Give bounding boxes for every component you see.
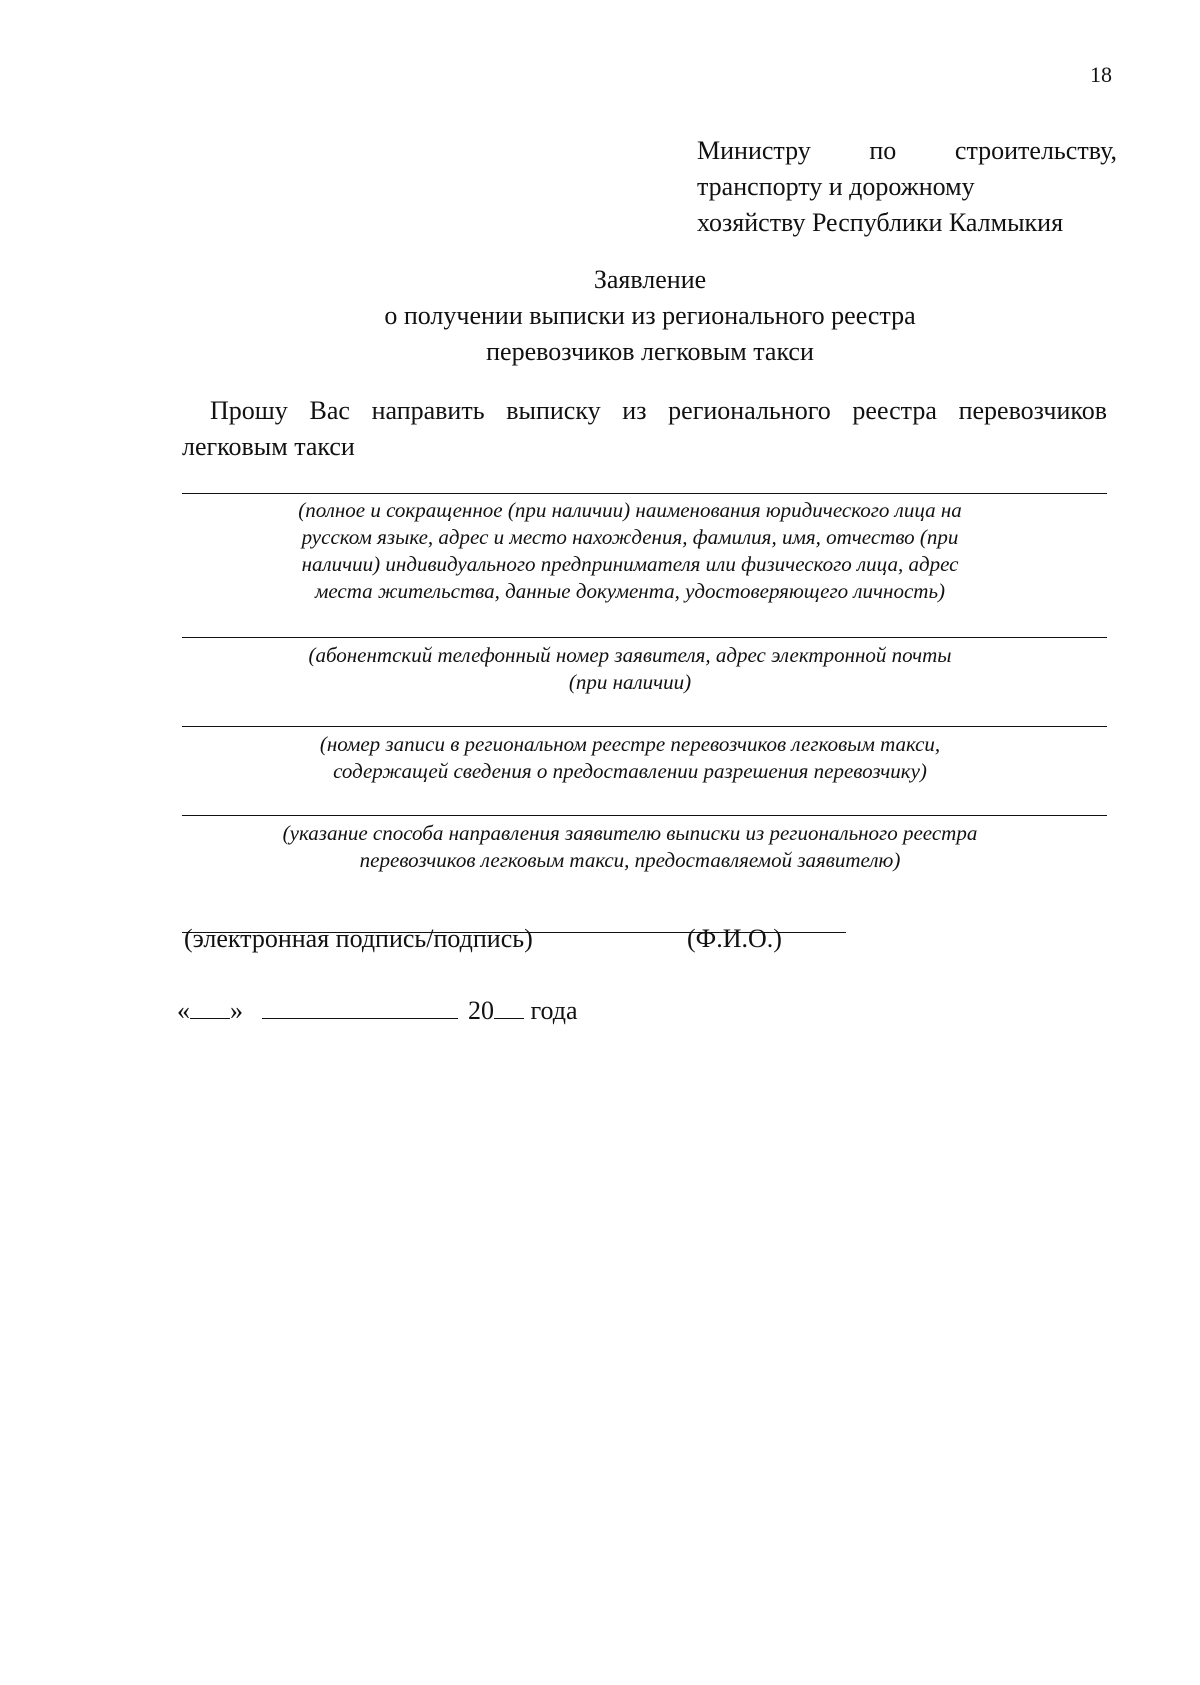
year-suffix: года bbox=[530, 996, 578, 1025]
addressee-word: Министру bbox=[697, 136, 811, 165]
caption-line: русском языке, адрес и место нахождения, фамилия, имя, отчество (при bbox=[301, 525, 959, 549]
title-heading: Заявление bbox=[593, 265, 707, 294]
caption-line: содержащей сведения о предоставлении разрешения перевозчику) bbox=[333, 759, 927, 783]
page-number: 18 bbox=[1090, 62, 1112, 87]
addressee-block bbox=[697, 133, 1117, 241]
applicant-name-field-line[interactable] bbox=[182, 493, 1107, 494]
title-subheading-2: перевозчиков легковым такси bbox=[486, 337, 814, 366]
request-paragraph: Прошу Вас направить выписку из регионального реестра перевозчиков легковым такси bbox=[182, 396, 1107, 461]
registry-record-field-line[interactable] bbox=[182, 726, 1107, 727]
contact-caption bbox=[200, 642, 1060, 696]
caption-line: (при наличии) bbox=[568, 670, 692, 694]
caption-line: (абонентский телефонный номер заявителя, адрес электронной почты bbox=[308, 643, 952, 667]
addressee-line-3: хозяйству Республики Калмыкия bbox=[697, 208, 1064, 237]
caption-line: (полное и сокращенное (при наличии) наименования юридического лица на bbox=[298, 498, 962, 522]
addressee-line-1 bbox=[697, 133, 1117, 169]
caption-line: наличии) индивидуального предпринимателя или физического лица, адрес bbox=[301, 552, 959, 576]
addressee-word: строительству, bbox=[954, 136, 1117, 165]
caption-line: перевозчиков легковым такси, предоставляемой заявителю) bbox=[359, 848, 901, 872]
date-line bbox=[177, 994, 578, 1026]
day-blank[interactable] bbox=[190, 994, 230, 1019]
close-quote: » bbox=[230, 996, 243, 1025]
month-blank[interactable] bbox=[262, 994, 458, 1019]
delivery-method-field-line[interactable] bbox=[182, 815, 1107, 816]
applicant-name-caption bbox=[200, 497, 1060, 605]
registry-record-caption bbox=[200, 731, 1060, 785]
caption-line: (номер записи в региональном реестре перевозчиков легковым такси, bbox=[319, 732, 941, 756]
title-subheading-1: о получении выписки из регионального реестра bbox=[384, 301, 916, 330]
contact-field-line[interactable] bbox=[182, 637, 1107, 638]
document-title bbox=[300, 262, 1000, 370]
caption-line: (указание способа направления заявителю выписки из регионального реестра bbox=[282, 821, 978, 845]
delivery-method-caption bbox=[200, 820, 1060, 874]
caption-line: места жительства, данные документа, удостоверяющего личность) bbox=[314, 579, 946, 603]
year-blank[interactable] bbox=[494, 994, 524, 1019]
addressee-line-2: транспорту и дорожному bbox=[697, 172, 975, 201]
year-prefix: 20 bbox=[468, 996, 494, 1025]
open-quote: « bbox=[177, 996, 190, 1025]
full-name-label: (Ф.И.О.) bbox=[687, 924, 782, 953]
addressee-word: по bbox=[869, 136, 897, 165]
signature-label: (электронная подпись/подпись) bbox=[184, 924, 533, 953]
